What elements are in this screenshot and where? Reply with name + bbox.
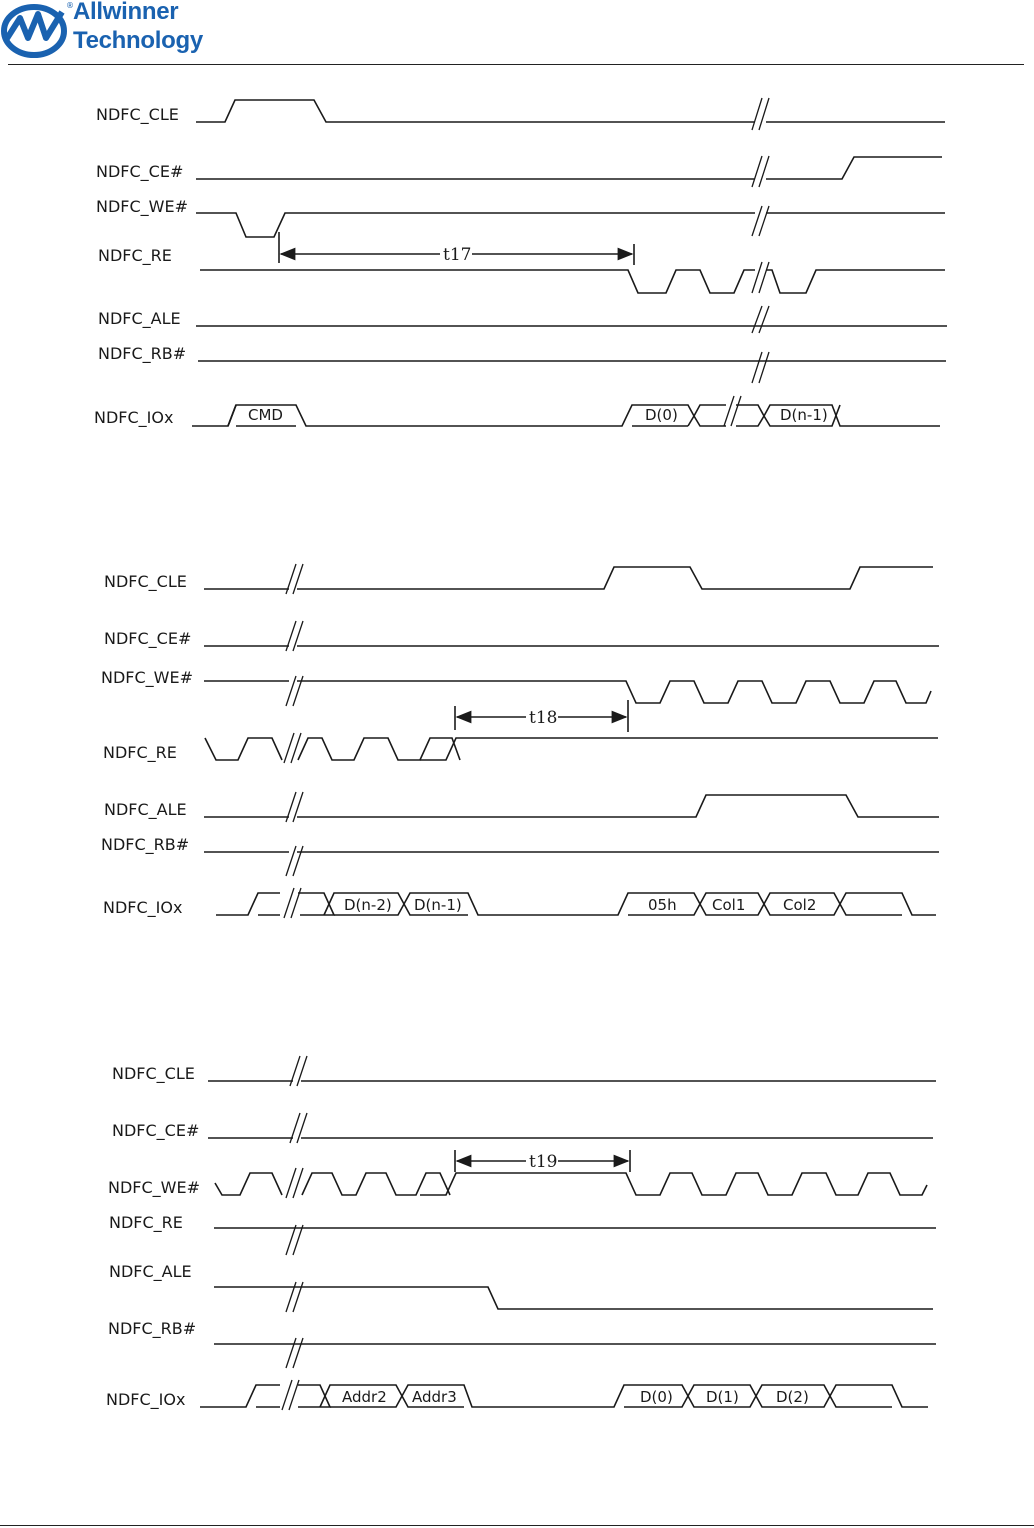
t19-label: t19	[529, 1152, 558, 1172]
bus-label-dn1: D(n-1)	[780, 406, 828, 424]
brand-name-line1: Allwinner	[73, 0, 179, 25]
waveform-we	[196, 213, 755, 237]
signal-label-ce: NDFC_CE#	[96, 162, 184, 181]
waveform-we-head	[215, 1173, 282, 1195]
waveform-we-mid	[420, 1173, 927, 1195]
signal-label-we: NDFC_WE#	[101, 668, 193, 687]
waveform-re-rise	[420, 738, 938, 760]
break-marks-2	[284, 564, 303, 918]
signal-label-re: NDFC_RE	[103, 743, 177, 762]
registered-mark: ®	[66, 1, 74, 10]
waveform-we	[302, 1173, 450, 1195]
bus-label-05h: 05h	[648, 896, 677, 914]
break-marks-1	[724, 98, 769, 426]
timing-diagram-1	[94, 98, 947, 428]
signal-label-rb: NDFC_RB#	[98, 344, 187, 363]
break-marks-3	[282, 1056, 307, 1410]
waveform-io-low	[688, 416, 726, 426]
signal-label-cle: NDFC_CLE	[112, 1064, 195, 1083]
signal-label-cle: NDFC_CLE	[104, 572, 187, 591]
bus-label-d2: D(2)	[776, 1388, 809, 1406]
waveform-cle	[297, 567, 933, 589]
waveform-re-tail	[766, 270, 945, 293]
waveform-re	[200, 270, 755, 293]
signal-label-rb: NDFC_RB#	[101, 835, 190, 854]
t18-label: t18	[529, 708, 558, 728]
signal-label-ale: NDFC_ALE	[104, 800, 187, 819]
signal-label-io: NDFC_IOx	[106, 1390, 186, 1409]
bus-label-d0: D(0)	[640, 1388, 673, 1406]
signal-label-ce: NDFC_CE#	[112, 1121, 200, 1140]
bus-label-addr3: Addr3	[412, 1388, 457, 1406]
bus-label-d1: D(1)	[706, 1388, 739, 1406]
waveform-cle	[196, 100, 755, 122]
waveform-re	[298, 738, 460, 760]
waveform-io-cmd-low	[228, 405, 236, 426]
bus-label-col2: Col2	[783, 896, 817, 914]
signal-label-re: NDFC_RE	[109, 1213, 183, 1232]
bus-label-dn1: D(n-1)	[414, 896, 462, 914]
bus-label-d0: D(0)	[645, 406, 678, 424]
waveform-re-head	[205, 738, 282, 760]
signal-label-cle: NDFC_CLE	[96, 105, 179, 124]
signal-label-ale: NDFC_ALE	[109, 1262, 192, 1281]
signal-label-io: NDFC_IOx	[103, 898, 183, 917]
bus-label-col1: Col1	[712, 896, 746, 914]
signal-label-re: NDFC_RE	[98, 246, 172, 265]
bus-label-cmd: CMD	[248, 406, 283, 424]
waveform-io-head	[200, 1385, 280, 1407]
bus-label-addr2: Addr2	[342, 1388, 387, 1406]
waveform-ce-tail	[766, 157, 942, 179]
timing-diagram-3	[106, 1056, 936, 1410]
signal-label-io: NDFC_IOx	[94, 408, 174, 427]
signal-label-rb: NDFC_RB#	[108, 1319, 197, 1338]
waveform-ale	[214, 1287, 933, 1309]
bus-label-dn2: D(n-2)	[344, 896, 392, 914]
signal-label-we: NDFC_WE#	[108, 1178, 200, 1197]
footer-divider	[0, 1525, 1034, 1526]
waveform-we	[297, 681, 931, 703]
timing-diagram-2	[101, 564, 939, 918]
brand-name-line2: Technology	[73, 27, 203, 54]
waveform-io-head	[216, 893, 280, 915]
signal-label-we: NDFC_WE#	[96, 197, 188, 216]
waveform-ale	[297, 795, 939, 817]
signal-label-ce: NDFC_CE#	[104, 629, 192, 648]
t17-label: t17	[443, 245, 472, 265]
signal-label-ale: NDFC_ALE	[98, 309, 181, 328]
